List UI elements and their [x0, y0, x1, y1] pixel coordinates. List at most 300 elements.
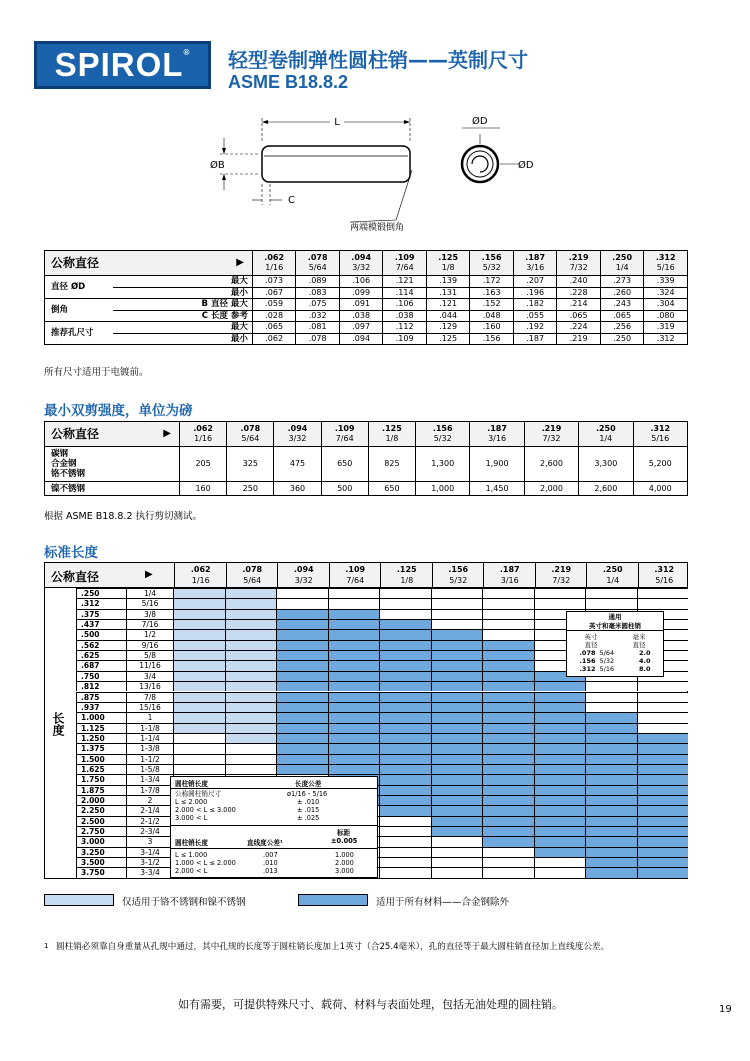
shear-cell: 500 — [321, 482, 368, 496]
size-fraction: 1/16 — [194, 434, 213, 443]
dims-cell: .131 — [426, 287, 470, 299]
metric-box-row — [567, 657, 663, 665]
length-cell — [328, 650, 380, 660]
dims-cell: .240 — [557, 276, 601, 288]
length-cell — [379, 702, 431, 712]
size-decimal: .187 — [487, 424, 507, 433]
length-cell — [379, 723, 431, 733]
size-fraction: 5/32 — [433, 434, 452, 443]
length-cell — [173, 660, 225, 670]
length-cell — [482, 836, 534, 846]
length-fraction: 1-5/8 — [126, 764, 173, 774]
tol-length-range: L ≤ 2.000 — [175, 798, 208, 806]
size-fraction: 7/32 — [542, 434, 561, 443]
size-decimal: .109 — [345, 565, 366, 574]
dims-cell: .160 — [470, 322, 514, 334]
size-fraction: 1/16 — [265, 263, 284, 272]
legend-light-label: 仅适用于铬不锈钢和镍不锈钢 — [122, 897, 246, 908]
tol-divider — [171, 788, 377, 789]
length-cell — [637, 774, 689, 784]
tolerance-box — [170, 776, 378, 878]
dims-row-sub: 最大 — [113, 276, 252, 288]
size-fraction: 3/16 — [500, 576, 519, 585]
length-cell — [482, 867, 534, 877]
size-fraction: 5/64 — [243, 576, 262, 585]
metric-inch-frac: 5/16 — [599, 665, 615, 673]
size-header-cell — [557, 251, 601, 276]
tol-header-gauge-tol: ±0.005 — [331, 837, 358, 845]
legend-swatch-light — [44, 894, 114, 906]
length-cell — [585, 692, 637, 702]
length-cell — [637, 733, 689, 743]
length-decimal: .562 — [76, 640, 126, 650]
length-cell — [585, 795, 637, 805]
length-cell — [276, 743, 328, 753]
size-header-cell — [470, 251, 514, 276]
length-cell — [585, 816, 637, 826]
lengths-grid — [44, 562, 688, 878]
length-cell — [482, 733, 534, 743]
size-fraction: 5/16 — [656, 263, 675, 272]
length-cell — [276, 692, 328, 702]
length-cell — [482, 805, 534, 815]
size-decimal: .187 — [525, 253, 546, 262]
straight-gauge-value: 3.000 — [335, 867, 354, 875]
length-cell — [225, 723, 277, 733]
length-cell — [379, 743, 431, 753]
size-decimal: .062 — [190, 565, 211, 574]
dims-cell: .219 — [557, 333, 601, 345]
dims-cell: .256 — [600, 322, 644, 334]
length-fraction: 5/8 — [126, 650, 173, 660]
length-cell — [637, 743, 689, 753]
size-header-cell — [483, 563, 536, 588]
size-fraction: 1/8 — [385, 434, 399, 443]
length-cell — [173, 723, 225, 733]
length-fraction: 2-3/4 — [126, 826, 173, 836]
straight-gauge-value: 1.000 — [335, 851, 354, 859]
metric-mm-cell: 2.0 — [639, 649, 651, 657]
length-cell — [482, 857, 534, 867]
shear-cell: 2,600 — [579, 482, 633, 496]
length-cell — [637, 857, 689, 867]
length-cell — [276, 754, 328, 764]
size-decimal: .250 — [595, 424, 616, 433]
length-fraction: 11/16 — [126, 660, 173, 670]
registered-mark: ® — [183, 48, 191, 57]
length-decimal: .625 — [76, 650, 126, 660]
length-cell — [534, 826, 586, 836]
length-cell — [328, 640, 380, 650]
dims-cell: .196 — [513, 287, 557, 299]
size-header-cell — [277, 563, 330, 588]
length-cell — [585, 785, 637, 795]
dims-row — [45, 276, 688, 288]
length-cell — [328, 671, 380, 681]
shear-cell: 650 — [368, 482, 415, 496]
shear-cell: 2,000 — [524, 482, 578, 496]
length-decimal: .250 — [76, 588, 126, 598]
length-cell — [379, 836, 431, 846]
length-cell — [328, 609, 380, 619]
dims-cell: .304 — [644, 299, 688, 311]
length-cell — [585, 857, 637, 867]
length-cell — [225, 692, 277, 702]
metric-inch-dec: .078 — [579, 649, 596, 657]
length-cell — [328, 692, 380, 702]
tol-length-value: ± .025 — [297, 814, 320, 822]
size-decimal: .078 — [307, 253, 328, 262]
straight-tolerance-value: .010 — [263, 859, 278, 867]
length-cell — [585, 702, 637, 712]
length-cell — [534, 785, 586, 795]
length-cell — [379, 650, 431, 660]
length-cell — [379, 712, 431, 722]
metric-box-col-mm — [633, 633, 646, 649]
dim-label-d-side: ØD — [518, 160, 534, 171]
length-cell — [637, 826, 689, 836]
length-cell — [379, 671, 431, 681]
size-fraction: 3/16 — [488, 434, 507, 443]
length-cell — [585, 733, 637, 743]
length-decimal: 1.500 — [76, 754, 126, 764]
size-decimal: .156 — [432, 424, 453, 433]
length-cell — [328, 702, 380, 712]
shear-header-label — [45, 422, 180, 447]
size-header-cell — [174, 563, 227, 588]
tol-divider — [171, 848, 377, 849]
length-cell — [534, 764, 586, 774]
length-cell — [225, 629, 277, 639]
pin-end-view-inner — [467, 151, 493, 177]
length-cell — [328, 764, 380, 774]
length-fraction: 3/4 — [126, 671, 173, 681]
tol-divider — [171, 825, 377, 826]
size-decimal: .125 — [396, 565, 417, 574]
dims-row-sub: C 长度 参考 — [113, 310, 252, 322]
tol-header-tolerance: 长度公差 — [295, 780, 322, 788]
length-decimal: 3.750 — [76, 867, 126, 877]
page-title: 轻型卷制弹性圆柱销——英制尺寸 — [228, 48, 528, 72]
length-cell — [276, 588, 328, 598]
dims-cell: .319 — [644, 322, 688, 334]
dims-cell: .091 — [339, 299, 383, 311]
length-cell — [482, 681, 534, 691]
length-cell — [637, 847, 689, 857]
length-cell — [379, 795, 431, 805]
length-cell — [637, 723, 689, 733]
length-cell — [585, 743, 637, 753]
length-cell — [276, 619, 328, 629]
length-cell — [379, 588, 431, 598]
dims-cell: .125 — [426, 333, 470, 345]
size-decimal: .250 — [612, 253, 633, 262]
dims-cell: .121 — [426, 299, 470, 311]
legend-swatch-dark — [298, 894, 368, 906]
length-cell — [585, 764, 637, 774]
page-number: 19 — [719, 1004, 732, 1015]
metric-inch-cell — [579, 657, 614, 665]
length-cell — [379, 733, 431, 743]
metric-inch-frac: 5/64 — [599, 649, 615, 657]
length-cell — [482, 609, 534, 619]
metric-box-row — [567, 665, 663, 673]
size-header-cell — [226, 563, 279, 588]
metric-col-inch-b: 直径 — [584, 641, 598, 649]
size-decimal: .156 — [448, 565, 469, 574]
length-cell — [534, 857, 586, 867]
length-cell — [225, 702, 277, 712]
length-cell — [225, 609, 277, 619]
footnote-mark: 1 — [44, 942, 49, 950]
footnote-text: 圆柱销必须靠自身重量从孔规中通过，其中孔规的长度等于圆柱销长度加上1英寸（合25.4毫米），孔的直径等于最大圆柱销直径加上直线度公差。 — [56, 942, 610, 952]
length-cell — [328, 660, 380, 670]
tol-length-value: ± .015 — [297, 806, 320, 814]
length-fraction: 2-1/2 — [126, 816, 173, 826]
length-cell — [328, 619, 380, 629]
length-cell — [328, 681, 380, 691]
length-cell — [431, 712, 483, 722]
length-cell — [379, 826, 431, 836]
length-cell — [431, 588, 483, 598]
dims-row-label: 直径 ØD — [45, 276, 114, 299]
size-decimal: .109 — [334, 424, 355, 433]
length-cell — [431, 660, 483, 670]
dims-cell: .048 — [470, 310, 514, 322]
length-decimal: 1.000 — [76, 712, 126, 722]
shear-row — [45, 447, 688, 482]
length-cell — [534, 681, 586, 691]
dims-cell: .114 — [383, 287, 427, 299]
size-header-cell — [513, 251, 557, 276]
size-header-cell — [600, 251, 644, 276]
metric-box-row — [567, 649, 663, 657]
size-fraction: 1/4 — [615, 263, 629, 272]
dims-row-sub: 最小 — [113, 333, 252, 345]
length-cell — [482, 640, 534, 650]
size-decimal: .094 — [293, 565, 314, 574]
length-fraction: 3-1/4 — [126, 847, 173, 857]
length-cell — [637, 712, 689, 722]
size-fraction: 5/16 — [655, 576, 674, 585]
size-header-cell — [535, 563, 588, 588]
dims-cell: .083 — [296, 287, 340, 299]
shear-note: 根据 ASME B18.8.2 执行剪切测试。 — [44, 511, 203, 522]
length-cell — [585, 681, 637, 691]
size-fraction: 1/16 — [191, 576, 210, 585]
size-decimal: .078 — [242, 565, 263, 574]
length-cell — [637, 795, 689, 805]
length-fraction: 5/16 — [126, 598, 173, 608]
length-cell — [637, 816, 689, 826]
dims-cell: .080 — [644, 310, 688, 322]
length-cell — [482, 671, 534, 681]
length-cell — [328, 712, 380, 722]
length-decimal: 3.000 — [76, 836, 126, 846]
length-cell — [276, 764, 328, 774]
length-cell — [379, 805, 431, 815]
shear-cell: 4,000 — [633, 482, 687, 496]
shear-row — [45, 482, 688, 496]
length-cell — [482, 598, 534, 608]
length-decimal: .687 — [76, 660, 126, 670]
length-cell — [585, 588, 637, 598]
length-cell — [431, 805, 483, 815]
length-cell — [173, 692, 225, 702]
shear-table — [44, 421, 688, 496]
dim-label-b: ØB — [210, 160, 225, 171]
length-cell — [431, 650, 483, 660]
metric-equivalent-box — [566, 611, 664, 677]
dim-label-c: C — [288, 195, 295, 206]
length-cell — [431, 598, 483, 608]
length-cell — [637, 598, 689, 608]
length-cell — [379, 660, 431, 670]
size-header-cell — [638, 563, 691, 588]
length-cell — [379, 598, 431, 608]
size-header-cell — [586, 563, 639, 588]
length-decimal: 3.500 — [76, 857, 126, 867]
dims-cell: .094 — [339, 333, 383, 345]
dims-row-label: 倒角 — [45, 299, 114, 322]
length-decimal: .437 — [76, 619, 126, 629]
shear-cell: 1,450 — [470, 482, 524, 496]
size-header-cell — [470, 422, 524, 447]
size-decimal: .094 — [351, 253, 372, 262]
size-fraction: 3/16 — [526, 263, 545, 272]
length-cell — [328, 754, 380, 764]
length-fraction: 3-3/4 — [126, 867, 173, 877]
size-header-cell — [368, 422, 415, 447]
length-cell — [431, 785, 483, 795]
arrow-icon: ▶ — [163, 428, 171, 439]
dims-cell: .028 — [252, 310, 296, 322]
length-cell — [482, 660, 534, 670]
metric-inch-frac: 5/32 — [599, 657, 615, 665]
length-cell — [482, 774, 534, 784]
spirol-logo — [34, 41, 211, 89]
size-fraction: 1/4 — [606, 576, 620, 585]
shear-cell: 825 — [368, 447, 415, 482]
dims-cell: .172 — [470, 276, 514, 288]
shear-cell: 250 — [227, 482, 274, 496]
length-cell — [534, 598, 586, 608]
length-cell — [431, 681, 483, 691]
metric-col-inch-a: 英寸 — [584, 633, 598, 641]
length-cell — [637, 805, 689, 815]
dims-cell: .250 — [600, 333, 644, 345]
length-decimal: .875 — [76, 692, 126, 702]
length-cell — [431, 795, 483, 805]
size-header-cell — [252, 251, 296, 276]
length-fraction: 9/16 — [126, 640, 173, 650]
length-fraction: 15/16 — [126, 702, 173, 712]
size-decimal: .125 — [382, 424, 402, 433]
length-cell — [431, 743, 483, 753]
dims-row-sub: B 直径 最大 — [113, 299, 252, 311]
dims-cell: .187 — [513, 333, 557, 345]
dims-cell: .163 — [470, 287, 514, 299]
size-header-cell — [321, 422, 368, 447]
size-decimal: .250 — [602, 565, 623, 574]
dims-cell: .228 — [557, 287, 601, 299]
length-cell — [328, 733, 380, 743]
length-cell — [482, 785, 534, 795]
length-cell — [482, 692, 534, 702]
size-decimal: .094 — [287, 424, 308, 433]
dims-cell: .038 — [339, 310, 383, 322]
size-header-cell — [380, 563, 433, 588]
metric-inch-dec: .156 — [579, 657, 596, 665]
length-cell — [482, 629, 534, 639]
size-header-cell — [339, 251, 383, 276]
straight-length-range: 1.000 < L ≤ 2.000 — [175, 859, 236, 867]
size-fraction: 1/4 — [599, 434, 613, 443]
length-cell — [534, 836, 586, 846]
length-cell — [637, 692, 689, 702]
size-fraction: 5/16 — [651, 434, 670, 443]
arrow-icon: ▶ — [145, 569, 153, 580]
length-cell — [276, 681, 328, 691]
length-cell — [534, 867, 586, 877]
length-cell — [379, 681, 431, 691]
shear-header-text: 公称直径 — [51, 427, 100, 441]
size-header-cell — [180, 422, 227, 447]
tol-nominal-label: 公称圆柱销尺寸 — [175, 790, 222, 798]
length-cell — [173, 671, 225, 681]
chamfer-note: 两端模锻倒角 — [350, 223, 405, 233]
lengths-section-title: 标准长度 — [44, 545, 98, 561]
shear-cell: 1,300 — [416, 447, 470, 482]
size-fraction: 7/64 — [395, 263, 414, 272]
length-decimal: .375 — [76, 609, 126, 619]
length-cell — [173, 743, 225, 753]
length-cell — [482, 702, 534, 712]
size-header-cell — [227, 422, 274, 447]
length-cell — [482, 847, 534, 857]
length-cell — [585, 723, 637, 733]
length-fraction: 1-7/8 — [126, 785, 173, 795]
size-fraction: 3/32 — [352, 263, 371, 272]
dims-cell: .312 — [644, 333, 688, 345]
dims-cell: .109 — [383, 333, 427, 345]
shear-cell: 1,000 — [416, 482, 470, 496]
dims-cell: .065 — [557, 310, 601, 322]
size-header-cell — [432, 563, 485, 588]
length-cell — [482, 588, 534, 598]
length-cell — [431, 847, 483, 857]
length-cell — [585, 836, 637, 846]
length-fraction: 3-1/2 — [126, 857, 173, 867]
length-cell — [328, 629, 380, 639]
length-cell — [225, 598, 277, 608]
dims-cell: .065 — [252, 322, 296, 334]
dims-cell: .062 — [252, 333, 296, 345]
dims-cell: .038 — [383, 310, 427, 322]
length-cell — [379, 609, 431, 619]
length-cell — [173, 629, 225, 639]
length-fraction: 1/2 — [126, 629, 173, 639]
length-cell — [173, 640, 225, 650]
metric-inch-cell — [579, 665, 614, 673]
length-cell — [276, 629, 328, 639]
size-decimal: .187 — [499, 565, 520, 574]
dims-cell: .106 — [339, 276, 383, 288]
straight-gauge-value: 2.000 — [335, 859, 354, 867]
length-decimal: .750 — [76, 671, 126, 681]
dims-cell: .112 — [383, 322, 427, 334]
dims-cell: .339 — [644, 276, 688, 288]
